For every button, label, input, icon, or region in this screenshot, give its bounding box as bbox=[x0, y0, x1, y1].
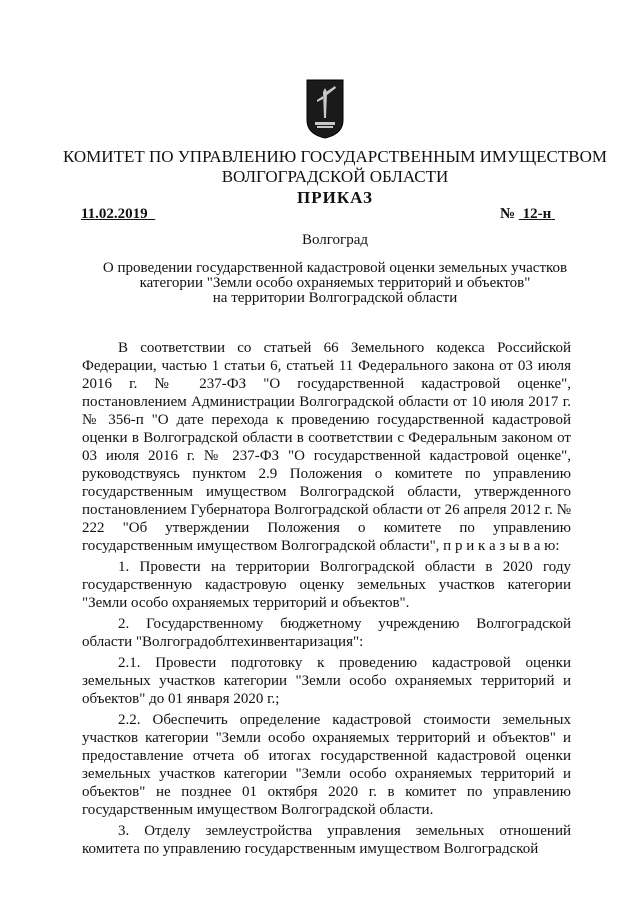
document-date-value: 11.02.2019 bbox=[81, 206, 148, 222]
subject-line-3: на территории Волгоградской области bbox=[212, 290, 458, 306]
document-type: ПРИКАЗ bbox=[297, 188, 373, 207]
volgograd-coat-of-arms-icon bbox=[305, 78, 345, 140]
document-number-label: № bbox=[500, 206, 516, 222]
document-number-value bbox=[519, 206, 555, 222]
document-date bbox=[81, 206, 155, 223]
committee-name-line-1: КОМИТЕТ ПО УПРАВЛЕНИЮ ГОСУДАРСТВЕННЫМ ИМУЩЕСТВОМ bbox=[62, 147, 607, 166]
paragraph-2-1: 2.1. Провести подготовку к проведению кадастровой оценки земельных участков категории "Земли особо охраняемых территорий и объектов" до 01 января 2020 г.; bbox=[82, 655, 571, 707]
city: Волгоград bbox=[301, 232, 368, 248]
committee-name bbox=[60, 147, 610, 187]
paragraph-3: 3. Отделу землеустройства управления земельных отношений комитета по управлению государственным имуществом Волгоградской bbox=[82, 823, 571, 857]
document-body bbox=[82, 339, 571, 861]
paragraph-preamble: В соответствии со статьей 66 Земельного кодекса Российской Федерации, частью 1 статьи 6, статьей 11 Федерального закона от 03 июля 2016 г. № 237-ФЗ "О государственной кадастровой оценке", постановлением Администрации Волгоградской области от 10 июля 2017 г. № 356-п "О дате перехода к проведению государственной кадастровой оценки в Волгоградской области в соответствии с Федеральным законом от 03 июля 2016 г. № 237-ФЗ "О государственной кадастровой оценке", руководствуясь пунктом 2.9 Положения о комитете по управлению государственным имуществом Волгоградской области, утвержденного постановлением Губернатора Волгоградской области от 26 апреля 2012 г. № 222 "Об утверждении Положения о комитете по управлению государственным имуществом Волгоградской области", п р и к а з ы в а ю: bbox=[82, 340, 571, 554]
subject-line-1: О проведении государственной кадастровой оценки земельных участков bbox=[102, 260, 568, 276]
paragraph-2-2: 2.2. Обеспечить определение кадастровой стоимости земельных участков категории "Земли особо охраняемых территорий и объектов" и предоставление отчета об итогах государственной кадастровой оценки земельных участков категории "Земли особо охраняемых территорий и объектов" не позднее 01 октября 2020 г. в комитет по управлению государственным имуществом Волгоградской области. bbox=[82, 712, 571, 818]
paragraph-1: 1. Провести на территории Волгоградской области в 2020 году государственную кадастровую оценку земельных участков категории "Земли особо охраняемых территорий и объектов". bbox=[82, 559, 571, 611]
document-subject bbox=[60, 261, 610, 306]
subject-line-2: категории "Земли особо охраняемых территорий и объектов" bbox=[139, 275, 531, 291]
paragraph-2: 2. Государственному бюджетному учреждению Волгоградской области "Волгоградоблтехинвентаризация": bbox=[82, 616, 571, 650]
document-number bbox=[500, 206, 555, 223]
document-number-text: 12-н bbox=[522, 206, 552, 222]
committee-name-line-2: ВОЛГОГРАДСКОЙ ОБЛАСТИ bbox=[221, 167, 449, 186]
